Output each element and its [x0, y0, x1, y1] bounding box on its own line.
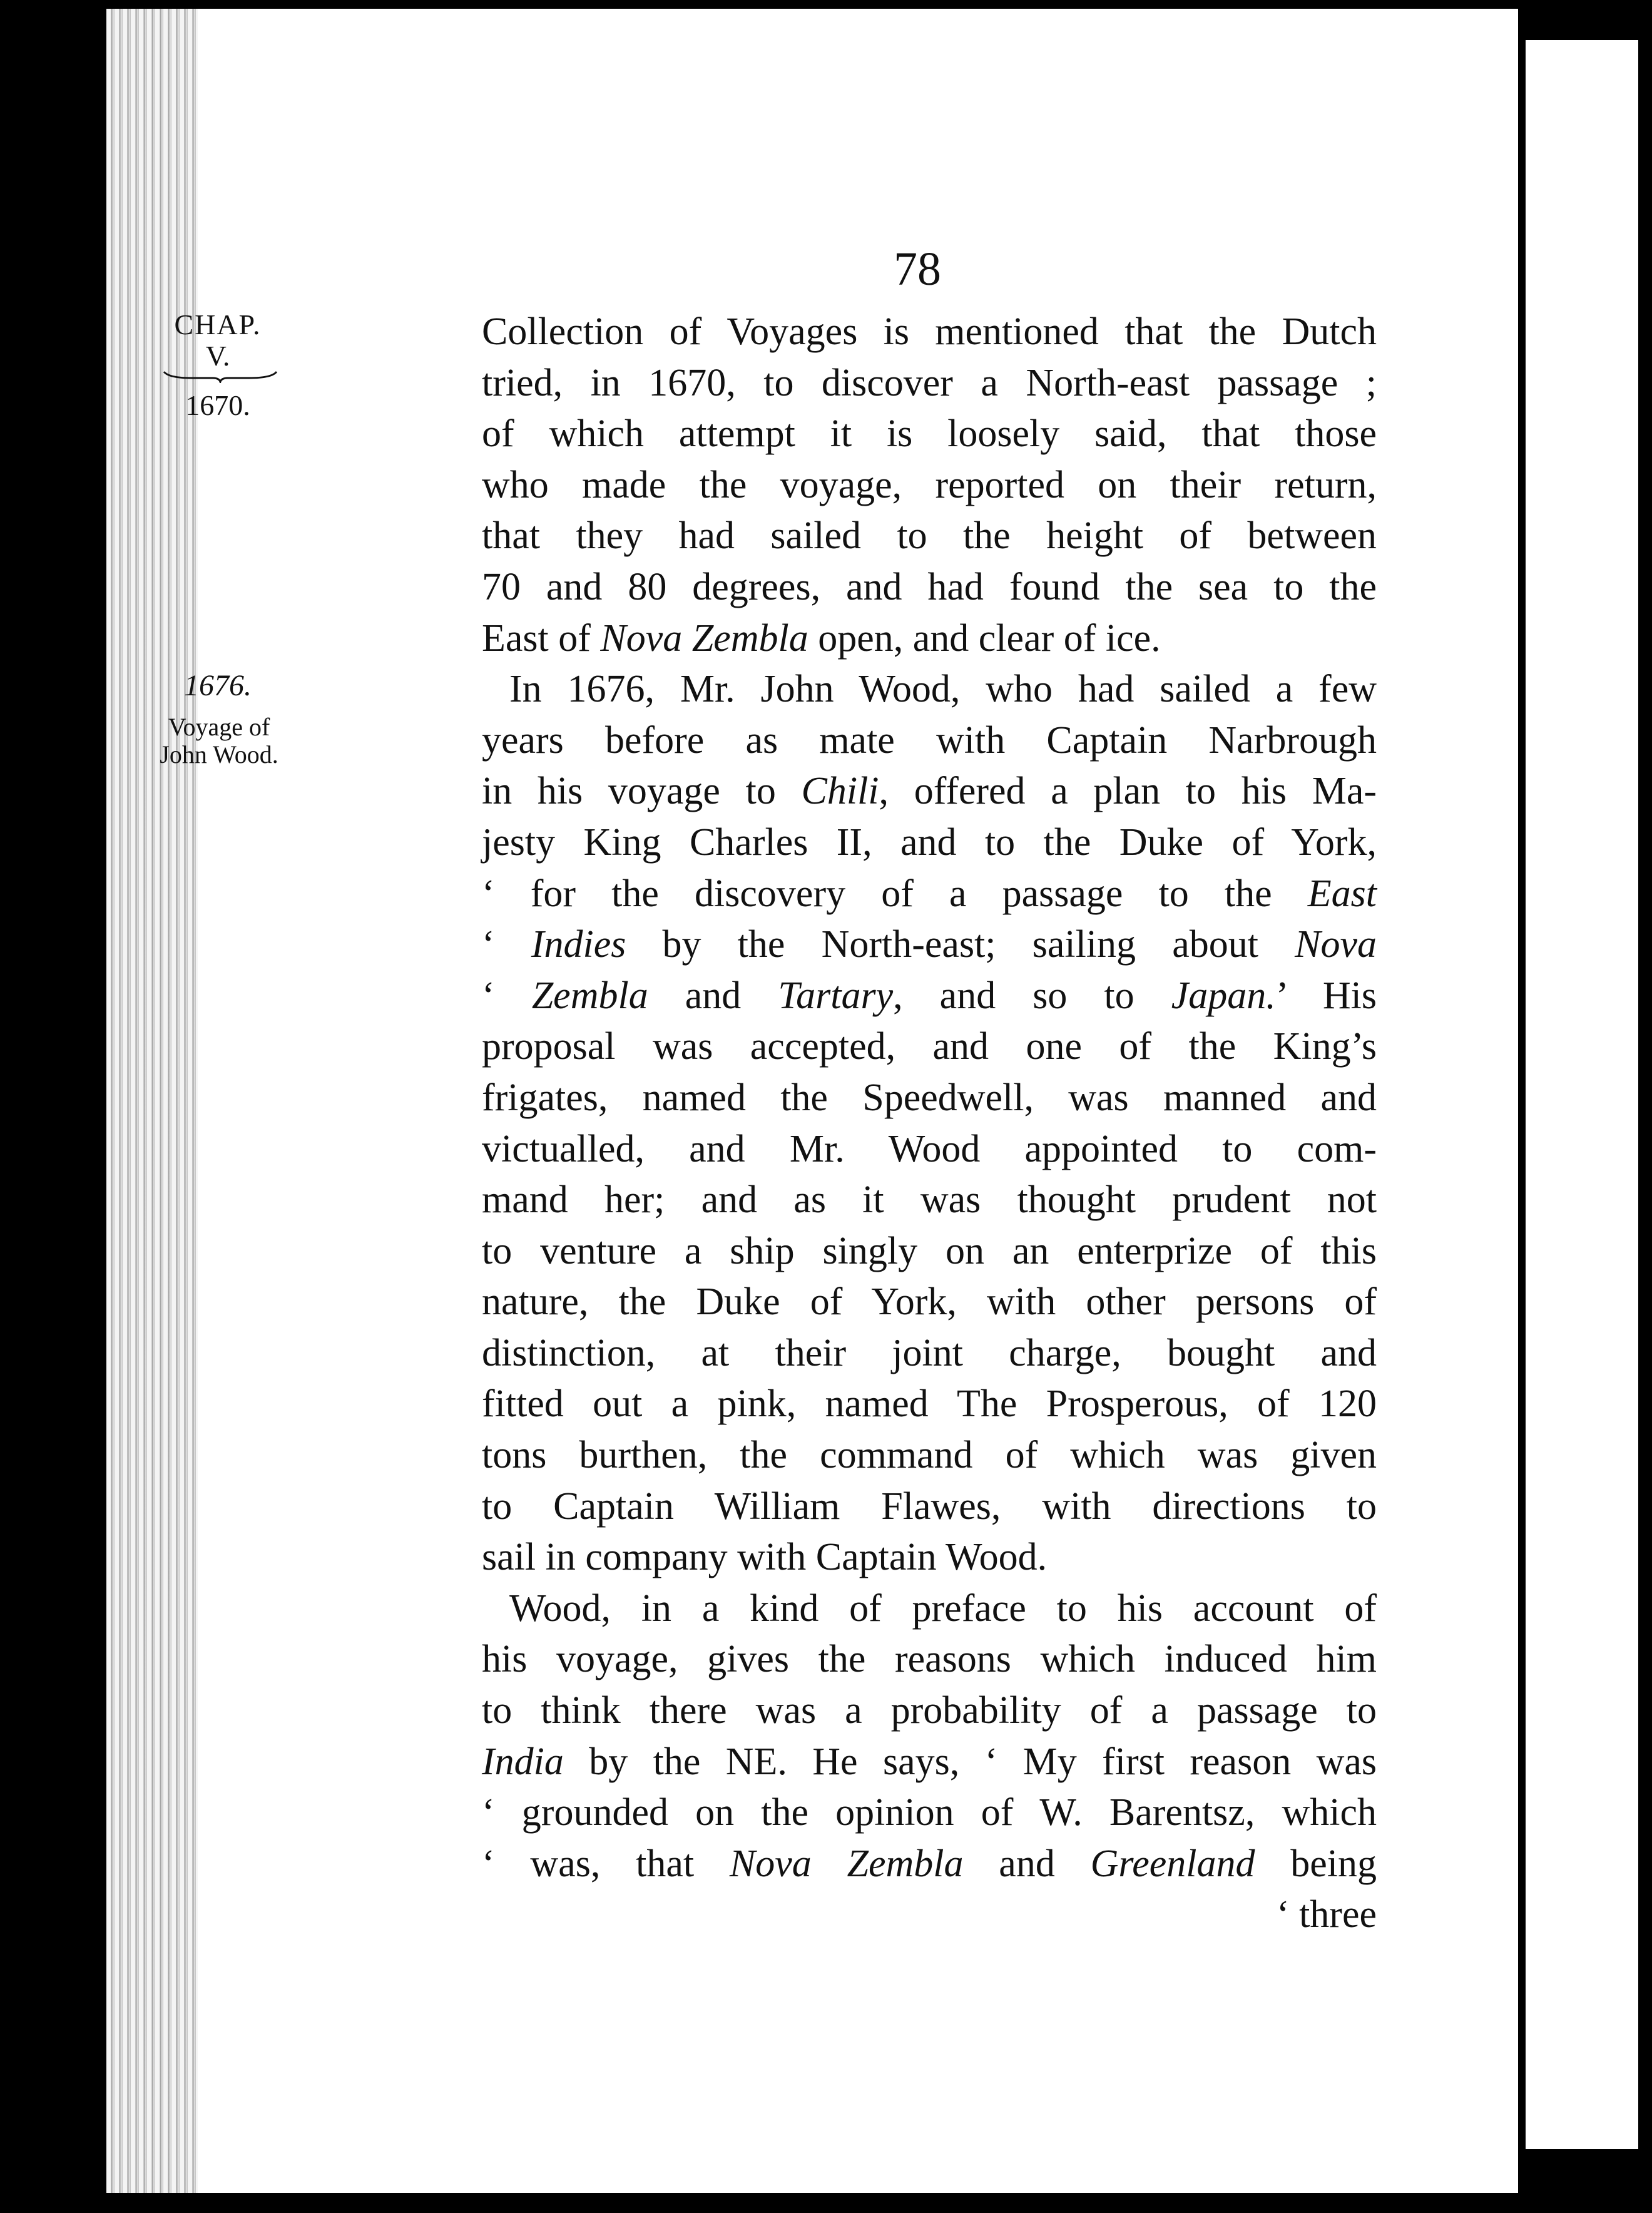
text-line: distinction, at their joint charge, bought and — [482, 1331, 1377, 1374]
italic-text: Tartary — [778, 974, 894, 1017]
text-line: ‘ Indies by the North-east; sailing about Nova — [482, 923, 1377, 966]
italic-text: Japan. — [1171, 974, 1276, 1017]
body-text — [482, 307, 1377, 1941]
margin-voyage-line-2: John Wood. — [160, 740, 278, 769]
margin-year-1670: 1670. — [185, 389, 250, 421]
italic-text: Nova Zembla — [729, 1842, 964, 1885]
text-line: nature, the Duke of York, with other persons of — [482, 1280, 1377, 1324]
margin-brace — [163, 369, 278, 383]
text-line: tons burthen, the command of which was given — [482, 1434, 1377, 1477]
text-line: 70 and 80 degrees, and had found the sea to the — [482, 565, 1377, 608]
margin-chapter-number: V. — [205, 340, 230, 372]
text-line: jesty King Charles II, and to the Duke of York, — [482, 820, 1377, 864]
italic-text: Chili — [801, 770, 879, 813]
margin-chapter-label: CHAP. — [174, 309, 262, 340]
facing-page — [1526, 40, 1638, 2149]
text-line: ‘ three — [1276, 1893, 1377, 1936]
text-line: proposal was accepted, and one of the King’s — [482, 1025, 1377, 1068]
text-line: East of Nova Zembla open, and clear of ice. — [482, 616, 1161, 660]
text-line: Collection of Voyages is mentioned that the Dutch — [482, 310, 1377, 353]
italic-text: Nova Zembla — [600, 616, 808, 660]
text-line: Wood, in a kind of preface to his account of — [509, 1587, 1377, 1630]
text-line: victualled, and Mr. Wood appointed to com- — [482, 1127, 1377, 1170]
italic-text: Indies — [531, 923, 626, 966]
margin-voyage-line-1: Voyage of — [168, 713, 270, 741]
page-number: 78 — [894, 243, 941, 295]
text-line: fitted out a pink, named The Prosperous, of 120 — [482, 1382, 1377, 1426]
italic-text: Zembla — [531, 974, 648, 1017]
text-line: in his voyage to Chili, offered a plan to his Ma- — [482, 770, 1377, 813]
text-line: In 1676, Mr. John Wood, who had sailed a few — [509, 668, 1377, 711]
text-line: to think there was a probability of a passage to — [482, 1689, 1377, 1732]
text-line: sail in company with Captain Wood. — [482, 1536, 1048, 1579]
margin-year-1676: 1676. — [184, 669, 252, 702]
margin-voyage-note — [144, 713, 294, 769]
text-line: frigates, named the Speedwell, was manned and — [482, 1076, 1377, 1119]
italic-text: Greenland — [1090, 1842, 1255, 1885]
text-line: to venture a ship singly on an enterprize of this — [482, 1229, 1377, 1272]
text-line: to Captain William Flawes, with directions to — [482, 1485, 1377, 1528]
text-line: tried, in 1670, to discover a North-east passage ; — [482, 361, 1377, 404]
text-line: mand her; and as it was thought prudent not — [482, 1178, 1377, 1222]
italic-text: India — [482, 1740, 564, 1783]
text-line: India by the NE. He says, ‘ My first reason was — [482, 1740, 1377, 1783]
text-line: ‘ grounded on the opinion of W. Barentsz, which — [482, 1791, 1377, 1834]
italic-text: East — [1307, 872, 1377, 915]
text-line: that they had sailed to the height of between — [482, 514, 1377, 558]
text-line: ‘ for the discovery of a passage to the East — [482, 872, 1377, 915]
text-line: ‘ Zembla and Tartary, and so to Japan.’ His — [482, 974, 1377, 1017]
text-line: who made the voyage, reported on their return, — [482, 463, 1377, 506]
text-line: ‘ was, that Nova Zembla and Greenland being — [482, 1842, 1377, 1885]
italic-text: Nova — [1295, 923, 1377, 966]
text-line: his voyage, gives the reasons which induced him — [482, 1638, 1377, 1681]
text-line: of which attempt it is loosely said, that those — [482, 412, 1377, 456]
text-line: years before as mate with Captain Narbrough — [482, 718, 1377, 762]
